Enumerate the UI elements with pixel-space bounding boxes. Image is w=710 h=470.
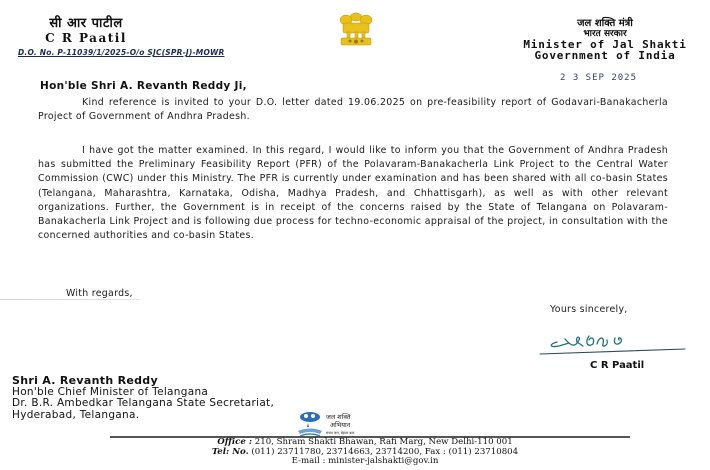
email-label: E-mail : bbox=[291, 456, 326, 467]
sender-name-english: C R Paatil bbox=[45, 31, 127, 45]
addressee-line3: Hyderabad, Telangana. bbox=[12, 408, 140, 421]
paragraph-1-text: Kind reference is invited to your D.O. letter dated 19.06.2025 on pre-feasibility report of Godavari-Banakacherla Project of Government of Andhra Pradesh. bbox=[38, 97, 668, 123]
designation-english-line1: Minister of Jal Shakti bbox=[523, 38, 687, 51]
designation-block bbox=[505, 18, 705, 61]
paragraph-2 bbox=[38, 144, 668, 243]
signature-icon bbox=[535, 322, 695, 358]
tel-numbers: (011) 23711780, 23714663, 23714200, Fax : (011) 23710804 bbox=[251, 446, 519, 457]
tel-label: Tel: No. bbox=[211, 446, 249, 457]
sender-name-block bbox=[26, 13, 146, 45]
closing-regards: With regards, bbox=[66, 288, 133, 299]
signatory-name: C R Paatil bbox=[590, 360, 645, 371]
do-reference-number: D.O. No. P-11039/1/2025-O/o SJC(SPR-J)-MOWR bbox=[18, 48, 225, 57]
addressee-name: Shri A. Revanth Reddy bbox=[12, 374, 158, 387]
addressee-block bbox=[12, 375, 274, 421]
sender-name-hindi: सी आर पाटील bbox=[49, 16, 123, 31]
logo-text-line1: जल शक्ति bbox=[326, 413, 351, 421]
footer-contact bbox=[110, 438, 620, 467]
logo-text-line2: अभियान bbox=[330, 421, 351, 429]
designation-english-line2: Government of India bbox=[534, 49, 676, 62]
paragraph-1 bbox=[38, 96, 668, 124]
designation-hindi-line1: जल शक्ति मंत्री bbox=[577, 18, 633, 29]
office-address: 210, Shram Shakti Bhawan, Rafi Marg, New Delhi-110 001 bbox=[254, 437, 513, 447]
email-address[interactable]: minister-jalshakti@gov.in bbox=[328, 456, 439, 467]
footer-email-line bbox=[110, 457, 620, 467]
state-emblem-icon bbox=[335, 10, 377, 48]
addressee-line2: Dr. B.R. Ambedkar Telangana State Secretariat, bbox=[12, 397, 275, 409]
designation-hindi-line2: भारत सरकार bbox=[583, 29, 627, 39]
complimentary-close: Yours sincerely, bbox=[550, 304, 628, 315]
addressee-line1: Hon'ble Chief Minister of Telangana bbox=[12, 385, 209, 398]
office-label: Office : bbox=[217, 437, 253, 447]
logo-text-line3: संचय जल, बेहतर कल bbox=[326, 431, 355, 435]
date-stamp: 2 3 SEP 2025 bbox=[560, 73, 638, 83]
salutation: Hon'ble Shri A. Revanth Reddy Ji, bbox=[40, 80, 247, 92]
paragraph-2-text: I have got the matter examined. In this regard, I would like to inform you that the Government of Andhra Pradesh has submitted the Preliminary Feasibility Report (PFR) of the Polavaram-Banakacherla Link Project to the Central Water Commission (CWC) under this Ministry. The PFR is currently under examination and has been shared with all co-basin States (Telangana, Maharashtra, Karnataka, Odisha, Madhya Pradesh, and Chhattisgarh), as well as with other relevant organizations. Further, the Government is in receipt of the concerns raised by the State of Telangana on Polavaram-Banakacherla Link Project and is following due process for techno-economic appraisal of the project, in consultation with the concerned authorities and co-basin States. bbox=[38, 145, 668, 242]
scan-artifact-line bbox=[0, 299, 140, 300]
